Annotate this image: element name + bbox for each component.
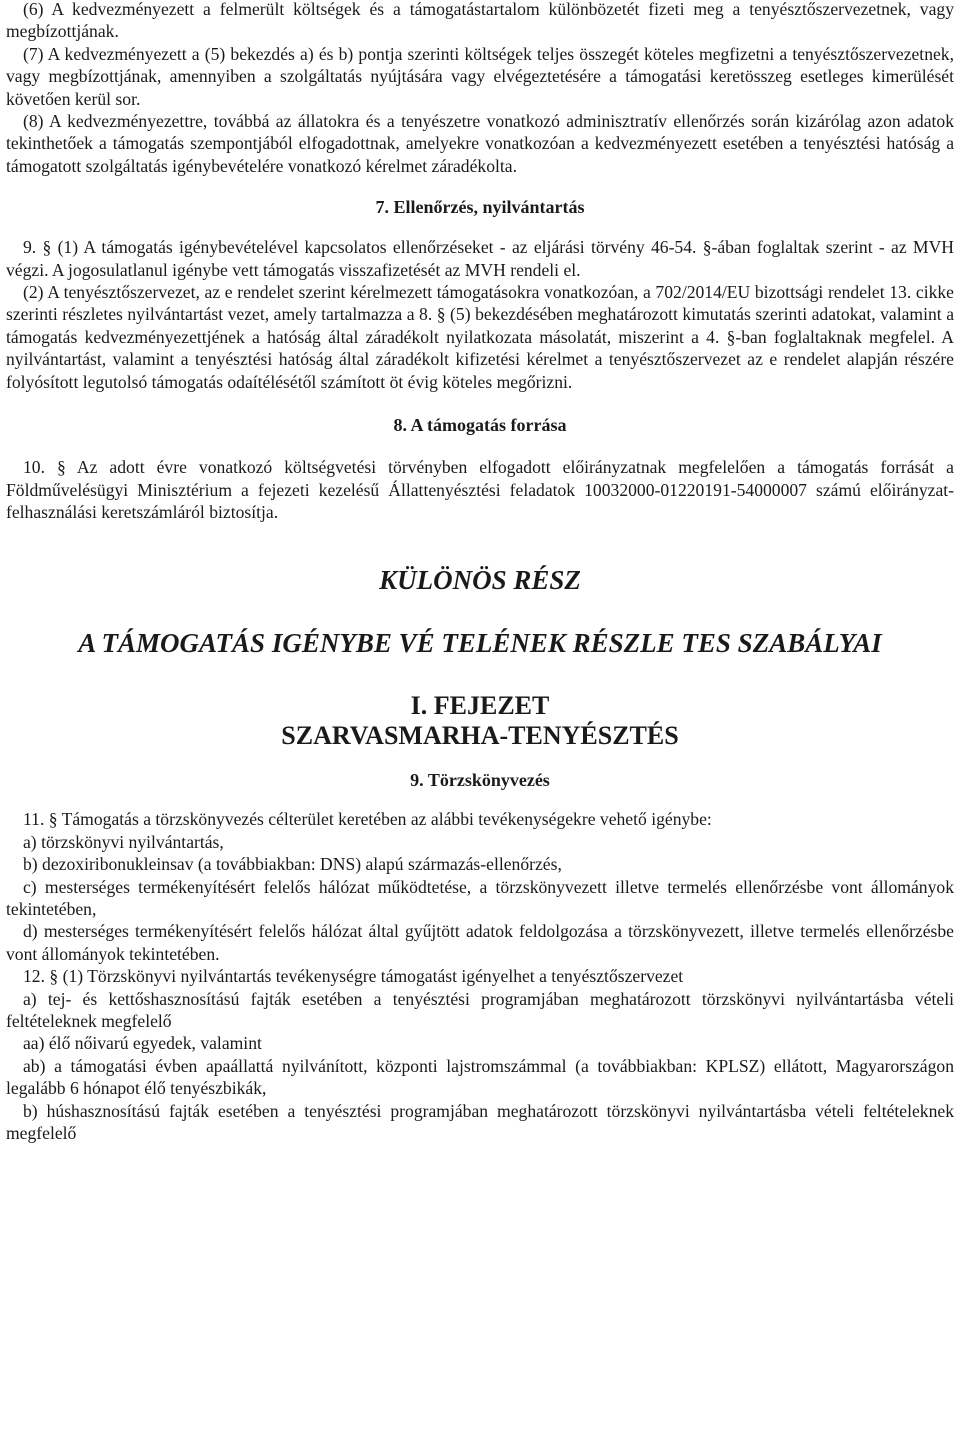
paragraph-9-2: (2) A tenyésztőszervezet, az e rendelet szerint kérelmezett támogatásokra vonatkozóan, a 702/2014/EU bizottsági rendelet 13. cikke szerinti részletes nyilvántartást vezet, amely tartalmazza a 8. § (5) bekezdésében meghatározott kimutatás szerinti adatokat, valamint a támogatás kedvezményezettjének a hatóság által záradékolt nyilatkozata másolatát, miszerint a 4. §-ban foglaltaknak megfelel. A nyilvántartást, valamint a tenyésztési hatóság által záradékolt kifizetési kérelmet a tenyésztőszervezet az e rendelet alapján részére folyósított legutolsó támogatás odaítélésétől számított öt évig köteles megőrizni. bbox=[6, 282, 954, 392]
paragraph-10: 10. § Az adott évre vonatkozó költségvetési törvényben elfogadott előirányzatnak megfelelően a támogatás forrását a Földművelésügyi Minisztérium a fejezeti kezelésű Állattenyésztési feladatok 10032000-01220191-54000007 számú előirányzat-felhasználási keretszámláról biztosítja. bbox=[6, 457, 954, 522]
paragraph-6: (6) A kedvezményezett a felmerült költségek és a támogatástartalom különbözetét fizeti meg a tenyésztőszervezetnek, vagy megbízottjának. bbox=[6, 0, 954, 42]
paragraph-11-d: d) mesterséges termékenyítésért felelős hálózat által gyűjtött adatok feldolgozása a törzskönyvezett, illetve termelés ellenőrzésbe vont állományok tekintetében. bbox=[6, 921, 954, 964]
paragraph-12-ab: ab) a támogatási évben apaállattá nyilvánított, központi lajstromszámmal (a továbbiakban: KPLSZ) ellátott, Magyarországon legalább 6 hónapot élő tenyészbikák, bbox=[6, 1055, 954, 1099]
paragraph-7: (7) A kedvezményezett a (5) bekezdés a) és b) pontja szerinti költségek teljes összegét köteles megfizetni a tenyésztőszervezetnek, vagy megbízottjának, amennyiben a szolgáltatás nyújtására vagy elvégeztetésére a támogatási keretösszeg esetleges kimerülését követően kerül sor. bbox=[6, 43, 954, 109]
part-subtitle: A TÁMOGATÁS IGÉNYBE VÉ TELÉNEK RÉSZLE TES SZABÁLYAI bbox=[78, 628, 882, 659]
paragraph-12-a: a) tej- és kettőshasznosítású fajták esetében a tenyésztési programjában meghatározott törzskönyvi nyilvántartásba vételi feltételeknek megfelelő bbox=[6, 988, 954, 1031]
paragraph-12-aa: aa) élő nőivarú egyedek, valamint bbox=[23, 1033, 262, 1054]
paragraph-11-b: b) dezoxiribonukleinsav (a továbbiakban: DNS) alapú származás-ellenőrzés, bbox=[23, 854, 562, 875]
chapter-number: I. FEJEZET bbox=[410, 691, 550, 721]
section-heading-7: 7. Ellenőrzés, nyilvántartás bbox=[375, 197, 585, 218]
section-heading-9: 9. Törzskönyvezés bbox=[410, 770, 550, 791]
section-heading-8: 8. A támogatás forrása bbox=[393, 415, 567, 436]
paragraph-12-1: 12. § (1) Törzskönyvi nyilvántartás tevékenységre támogatást igényelhet a tenyésztőszervezet bbox=[23, 966, 684, 987]
paragraph-11: 11. § Támogatás a törzskönyvezés célterület keretében az alábbi tevékenységekre vehető igénybe: bbox=[23, 809, 712, 830]
paragraph-11-a: a) törzskönyvi nyilvántartás, bbox=[23, 831, 224, 852]
paragraph-9-1: 9. § (1) A támogatás igénybevételével kapcsolatos ellenőrzéseket - az eljárási törvény 46-54. §-ában foglaltak szerint - az MVH végzi. A jogosulatlanul igénybe vett támogatás visszafizetését az MVH rendeli el. bbox=[6, 237, 954, 280]
paragraph-8: (8) A kedvezményezettre, továbbá az állatokra és a tenyészetre vonatkozó adminisztratív ellenőrzés során kizárólag azon adatok tekinthetőek a támogatás szempontjából elfogadottnak, amelyekre vonatkozóan a kedvezményezett esetében a tenyésztési hatóság a támogatott szolgáltatás igénybevételére vonatkozó kérelmet záradékolta. bbox=[6, 111, 954, 176]
part-title-kulonos-resz: KÜLÖNÖS RÉSZ bbox=[379, 565, 581, 596]
chapter-title: SZARVASMARHA-TENYÉSZTÉS bbox=[281, 721, 679, 751]
paragraph-11-c: c) mesterséges termékenyítésért felelős hálózat működtetése, a törzskönyvezett illetve termelés ellenőrzésbe vont állományok tekintetében, bbox=[6, 876, 954, 919]
paragraph-12-b: b) húshasznosítású fajták esetében a tenyésztési programjában meghatározott törzskönyvi nyilvántartásba vételi feltételeknek megfelelő bbox=[6, 1100, 954, 1143]
